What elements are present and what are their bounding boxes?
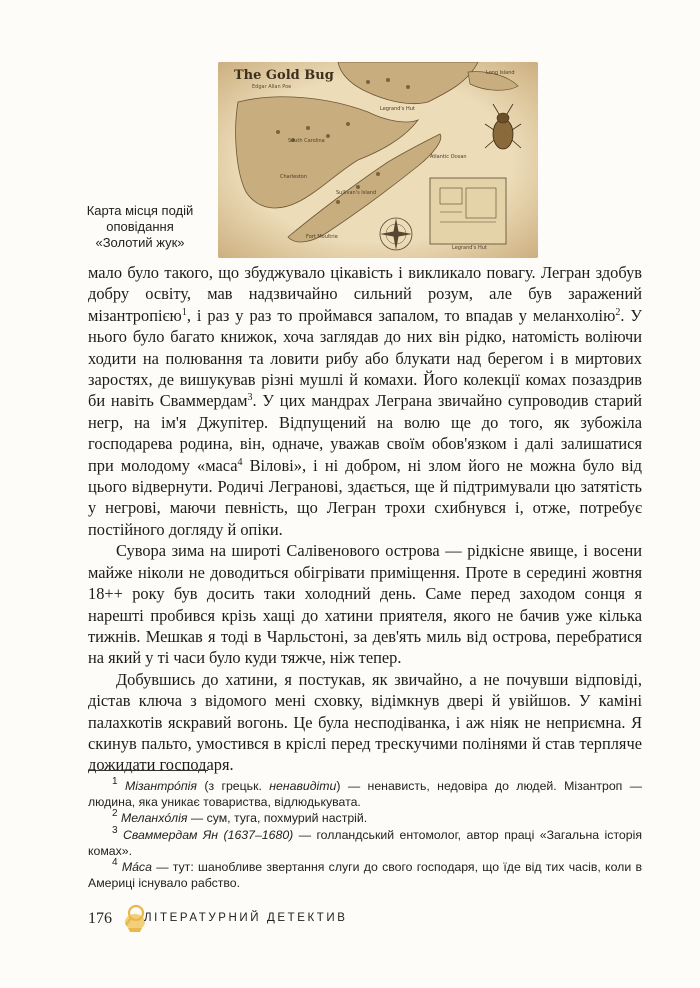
p1-part-e: Вілові», і ні добром, ні злом його не можна було від цього відвернути. Родичі Леграновi, здається, ще й підтримували цю затятість у негрові, маючи певність, що Легран трохи схибнувся і, отже, потребує постійного догляду й опіки. — [88, 455, 642, 539]
footnotes — [88, 778, 642, 891]
p1-part-a: мало було такого, що збуджувало цікавість і викликало повагу. Легран здобув добру освіту, мав надзвичайно сильний розум, але був заражений мізантропією — [88, 263, 642, 325]
footnote-ref-1: 1 — [181, 306, 187, 318]
footnote-number: 3 — [112, 824, 118, 836]
p1-part-b: , і раз у раз то проймався запалом, то впадав у меланхолію — [186, 305, 616, 325]
caption-line-3: «Золотий жук» — [95, 235, 185, 250]
map-label-south-carolina: South Carolina — [288, 138, 325, 144]
magnifier-book-icon — [124, 900, 146, 934]
map-label-hut-inset: Legrand's Hut — [452, 245, 487, 251]
page-number: 176 — [88, 910, 112, 927]
story-text — [88, 262, 642, 776]
map-drawing — [218, 62, 538, 258]
p1-part-d: . У цих мандрах Леграна звичайно супроводив старий негр, на ім'я Джупітер. Відпущений на волю ще до того, як зубожіла господарева родина, він, одначе, уважав своїм обов'язком і далі залишатися при молодому «маса — [88, 391, 642, 475]
footnote-term: Мізантрóпія — [124, 779, 197, 793]
map-illustration — [218, 62, 538, 258]
footnote-1 — [88, 778, 642, 810]
caption-line-1: Карта місця подій — [86, 203, 194, 218]
footnote-text: — голландський ентомолог, автор праці «Загальна історія комах». — [88, 827, 643, 858]
map-label-charleston: Charleston — [280, 174, 308, 180]
hut-inset — [430, 178, 506, 244]
paragraph-1 — [88, 262, 642, 540]
paragraph-3: Добувшись до хатини, я постукав, як звичайно, а не почувши відповіді, дістав ключа з відомого мені сховку, відімкнув двері й увійшов. У каміні палахкотів яскравий вогонь. Це була несподіванка, і аж ніяк не неприємна. Я скинув пальто, умостився в кріслі перед трескучими полінями й став терпляче дожидати господаря. — [88, 669, 642, 775]
footnote-number: 1 — [112, 776, 118, 787]
footnote-text: — тут: шанобливе звертання слуги до свого господаря, що їде від тих часів, коли в Америці існувало рабство. — [88, 860, 642, 891]
footnote-number: 2 — [112, 808, 118, 820]
footnote-4 — [88, 859, 642, 891]
section-title: ЛІТЕРАТУРНИЙ ДЕТЕКТИВ — [144, 912, 348, 924]
page-footer — [88, 900, 488, 936]
map-label-atlantic-ocean: Atlantic Ocean — [430, 154, 467, 160]
footnote-term: Меланхóлія — [120, 811, 188, 826]
footnote-ref-2: 2 — [615, 306, 621, 318]
map-label-legrands-hut: Legrand's Hut — [380, 106, 415, 112]
footnote-3 — [88, 824, 643, 859]
map-label-fort-moultrie: Fort Moultrie — [306, 234, 338, 240]
footnote-number: 4 — [112, 857, 118, 869]
footnote-text: ) — ненависть, недовіра до людей. Мізантроп — людина, яка уникає товариства, відлюдькувата. — [88, 779, 642, 810]
footnote-term: Мáса — [121, 860, 152, 875]
footnote-2 — [88, 810, 642, 826]
paragraph-2: Сувора зима на широті Салівенового острова — рідкісне явище, і восени майже ніколи не доводиться обігрівати приміщення. Проте в середині жовтня 18++ року був досить таки холодний день. Саме перед заходом сонця я нарешті пробився крізь хащі до хатини приятеля, якого не бачив уже кілька тижнів. Мешкав я тоді в Чарльстоні, за дев'ять миль від острова, перебратися на який у ті часи було куди тяжче, ніж тепер. — [88, 541, 642, 668]
footnote-origin-word: ненавидіти — [269, 779, 337, 793]
footnote-text: — сум, туга, похмурий настрій. — [187, 811, 368, 826]
footnote-term: Сваммердам Ян (1637–1680) — [123, 827, 294, 842]
map-caption — [70, 203, 210, 251]
map-subtitle: Edgar Allan Poe — [252, 84, 292, 90]
map-label-sullivans-island: Sullivan's Island — [336, 190, 377, 196]
caption-line-2: оповідання — [106, 219, 174, 234]
footnote-divider — [88, 770, 208, 771]
compass-rose — [380, 218, 412, 250]
map-title: The Gold Bug — [234, 68, 334, 83]
footnote-ref-3: 3 — [247, 392, 253, 404]
footnote-ref-4: 4 — [237, 456, 243, 468]
footnote-origin-prefix: (з грецьк. — [196, 779, 270, 793]
p1-part-c: . У нього було багато книжок, хоча заглядав до них він рідко, натомість воліючи ходити на полювання та ловити рибу або блукати над берегом і в миртових заростях, де вишукував різні мушлі й комахи. Його колекції комах позаздрив би навіть Сваммердам — [88, 305, 642, 411]
map-label-long-island: Long Island — [486, 70, 515, 76]
